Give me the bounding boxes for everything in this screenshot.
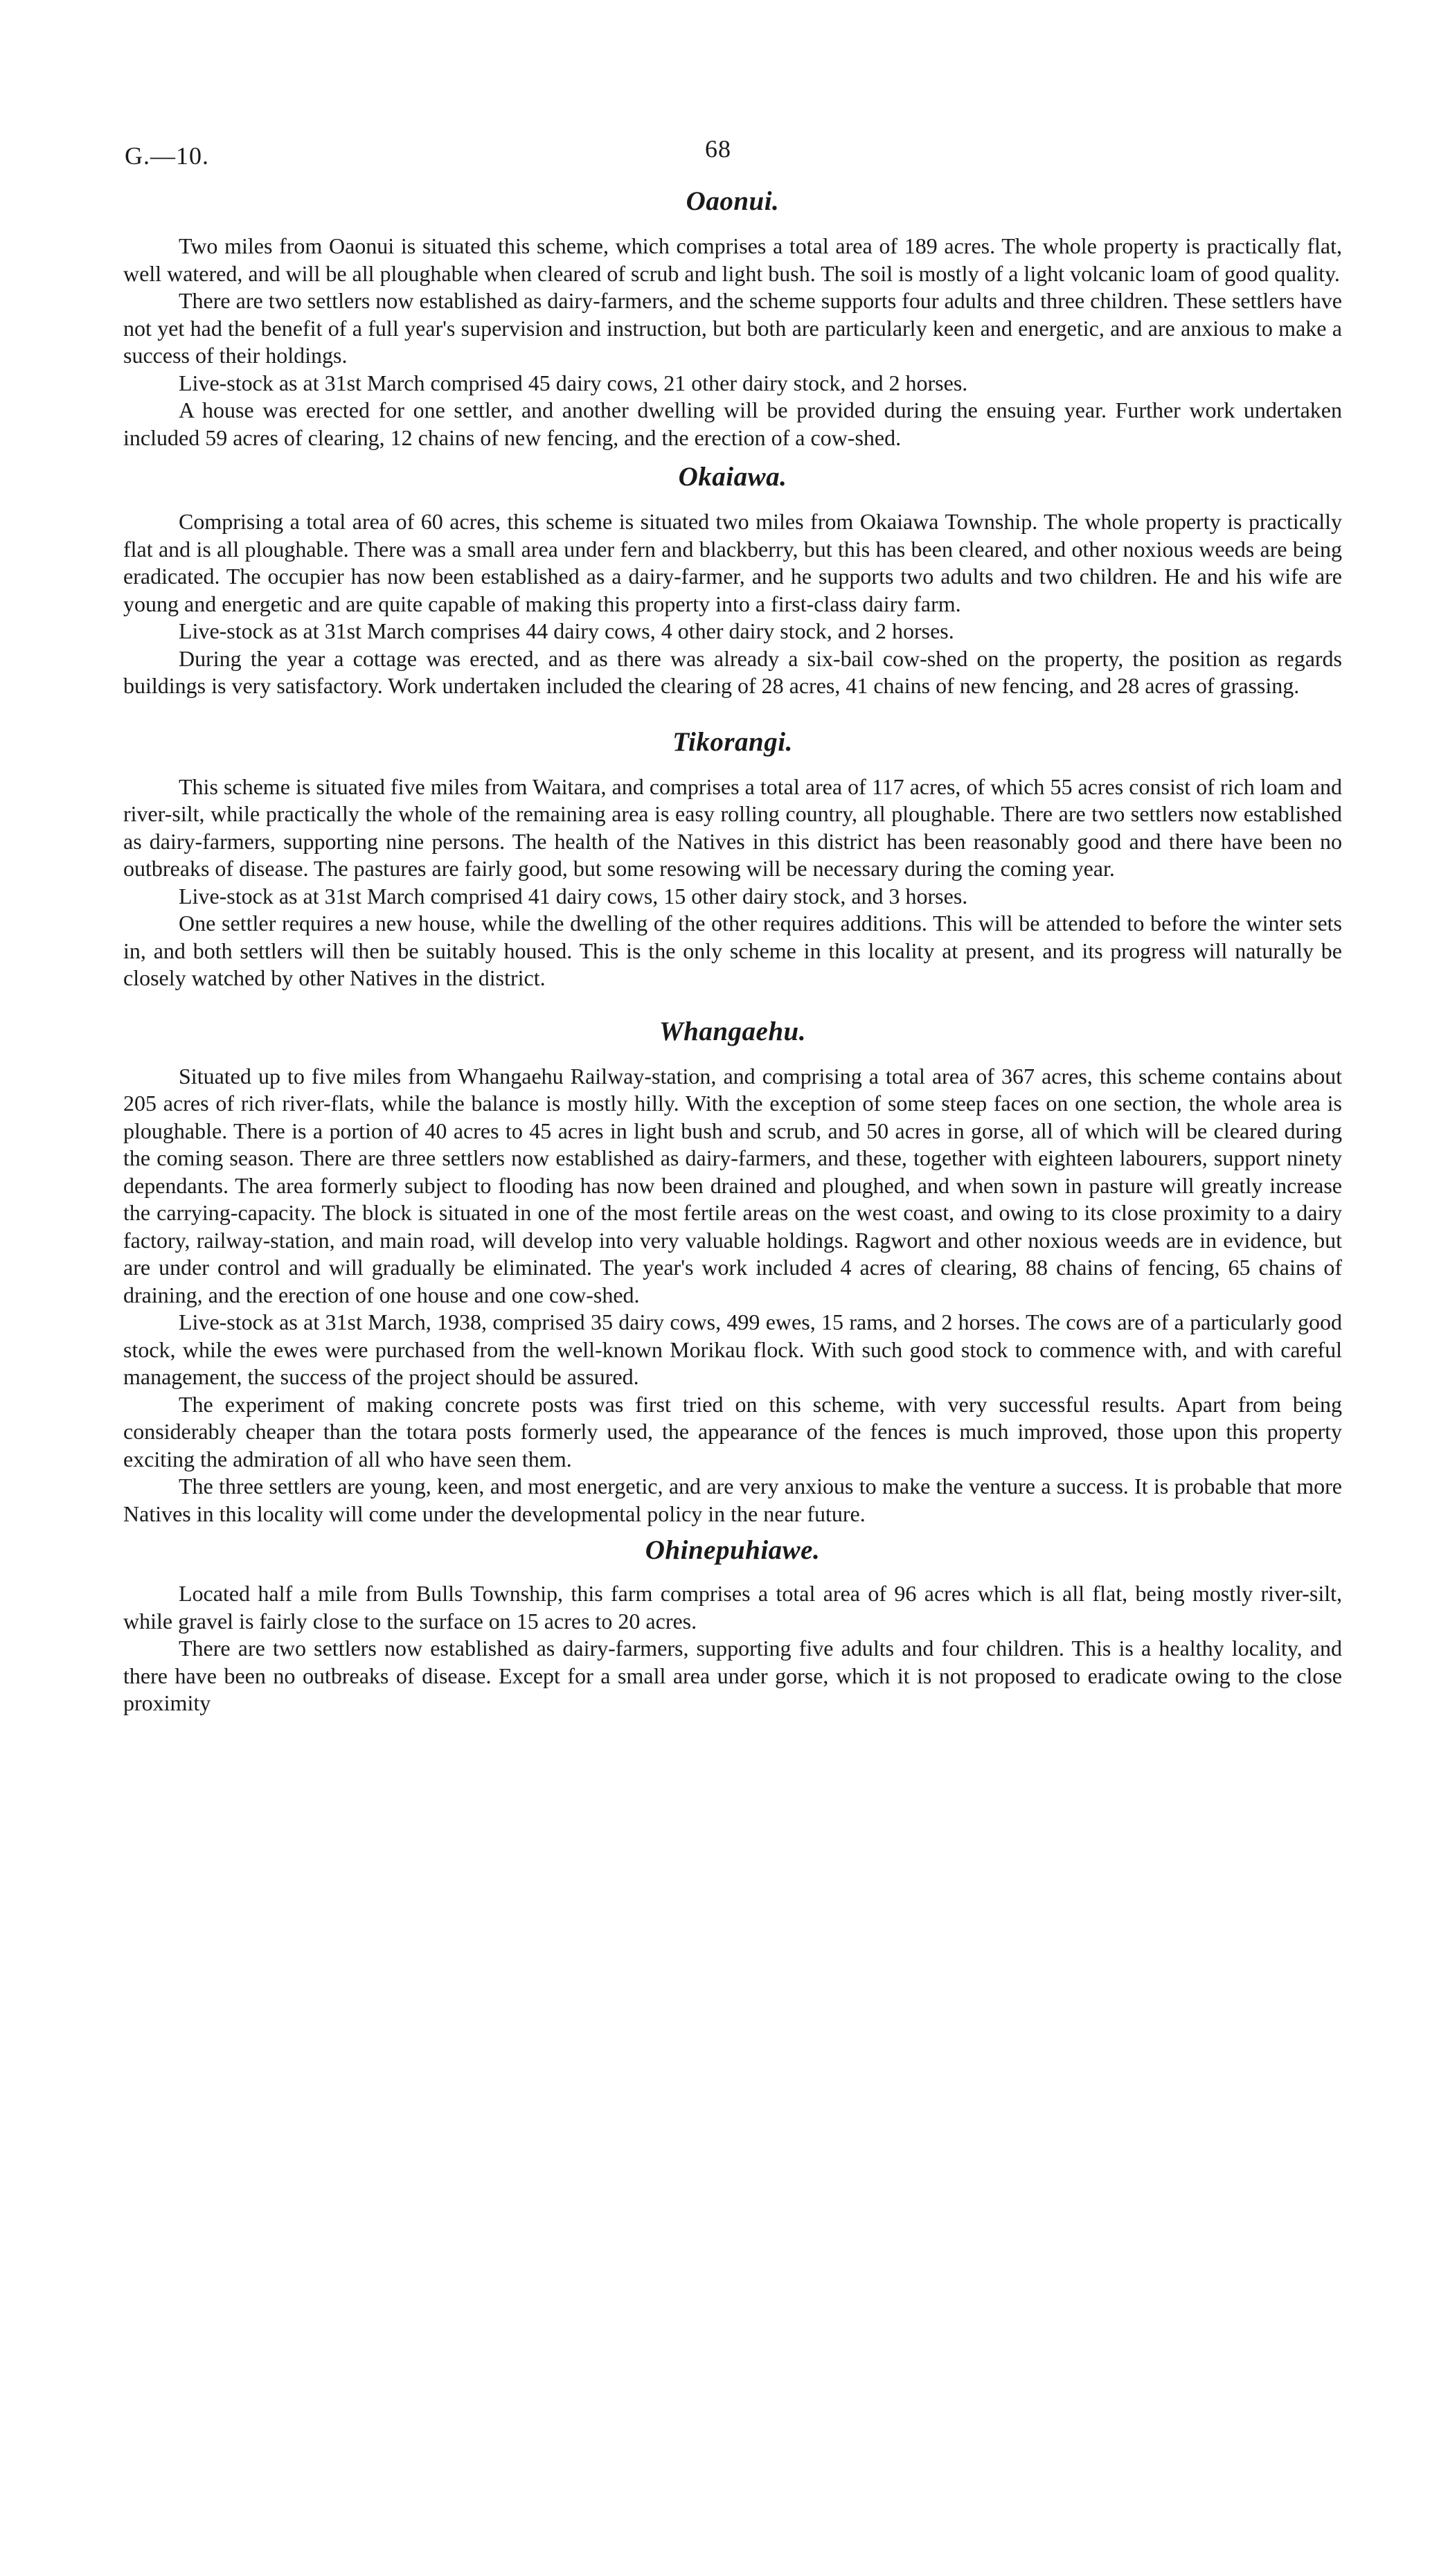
paragraph: Comprising a total area of 60 acres, this scheme is situated two miles from Okaiawa Township. The whole property is practically flat and is all ploughable. There was a small area under fern and blackberry, but this has been cleared, and other noxious weeds are being eradicated. The occupier has now been established as a dairy-farmer, and he supports two adults and two children. He and his wife are young and energetic and are quite capable of making this property into a first-class dairy farm. bbox=[123, 509, 1342, 616]
paragraph: There are two settlers now established as dairy-farmers, and the scheme supports four adults and three children. These settlers have not yet had the benefit of a full year's supervision and instruction, but both are particularly keen and energetic, and are anxious to make a success of their holdings. bbox=[123, 288, 1342, 368]
paragraph: Live-stock as at 31st March comprises 44 dairy cows, 4 other dairy stock, and 2 horses. bbox=[179, 618, 954, 643]
section-heading: Oaonui. bbox=[686, 186, 780, 216]
paragraph: This scheme is situated five miles from Waitara, and comprises a total area of 117 acres, of which 55 acres consist of rich loam and river-silt, while practically the whole of the remaining area is easy rolling country, all ploughable. There are two settlers now established as dairy-farmers, supporting nine persons. The health of the Natives in this district has been reasonably good and there have been no outbreaks of disease. The pastures are fairly good, but some resowing will be necessary during the coming year. bbox=[123, 773, 1342, 881]
section-ohinepuhiawe bbox=[123, 1535, 1342, 1717]
document-page bbox=[123, 132, 1342, 1717]
paragraph: Live-stock as at 31st March comprised 45 dairy cows, 21 other dairy stock, and 2 horses. bbox=[179, 370, 968, 395]
section-heading: Okaiawa. bbox=[678, 462, 787, 492]
section-tikorangi bbox=[123, 726, 1342, 992]
section-heading: Tikorangi. bbox=[672, 726, 793, 757]
paragraph: During the year a cottage was erected, and as there was already a six-bail cow-shed on the property, the position as regards buildings is very satisfactory. Work undertaken included the clearing of 28 acres, 41 chains of new fencing, and 28 acres of grassing. bbox=[123, 645, 1342, 698]
section-okaiawa bbox=[123, 461, 1342, 700]
paragraph: Live-stock as at 31st March, 1938, comprised 35 dairy cows, 499 ewes, 15 rams, and 2 horses. The cows are of a particularly good stock, while the ewes were purchased from the well-known Morikau flock. With such good stock to commence with, and with careful management, the success of the project should be assured. bbox=[123, 1309, 1342, 1389]
paragraph: Situated up to five miles from Whangaehu Railway-station, and comprising a total area of 367 acres, this scheme contains about 205 acres of rich river-flats, while the balance is mostly hilly. With the exception of some steep faces on one section, the whole area is ploughable. There is a portion of 40 acres to 45 acres in light bush and scrub, and 50 acres in gorse, all of which will be cleared during the coming season. There are three settlers now established as dairy-farmers, and these, together with eighteen labourers, support ninety dependants. The area formerly subject to flooding has now been drained and ploughed, and when sown in pasture will greatly increase the carrying-capacity. The block is situated in one of the most fertile areas on the west coast, and owing to its close proximity to a dairy factory, railway-station, and main road, will develop into very valuable holdings. Ragwort and other noxious weeds are in evidence, but are under control and will gradually be eliminated. The year's work included 4 acres of clearing, 88 chains of fencing, 65 chains of draining, and the erection of one house and one cow-shed. bbox=[123, 1063, 1342, 1307]
paragraph: A house was erected for one settler, and another dwelling will be provided during the ensuing year. Further work undertaken included 59 acres of clearing, 12 chains of new fencing, and the erection of a cow-shed. bbox=[123, 397, 1342, 450]
section-oaonui bbox=[123, 186, 1342, 451]
section-heading: Ohinepuhiawe. bbox=[645, 1535, 821, 1565]
page-header bbox=[123, 132, 1342, 173]
paragraph: The experiment of making concrete posts was first tried on this scheme, with very successful results. Apart from being considerably cheaper than the totara posts formerly used, the appearance of the fences is much improved, those upon this property exciting the admiration of all who have seen them. bbox=[123, 1391, 1342, 1472]
document-reference: G.—10. bbox=[125, 142, 209, 170]
page-number: 68 bbox=[705, 135, 731, 163]
paragraph: Two miles from Oaonui is situated this scheme, which comprises a total area of 189 acres. The whole property is practically flat, well watered, and will be all ploughable when cleared of scrub and light bush. The soil is mostly of a light volcanic loam of good quality. bbox=[123, 233, 1342, 286]
paragraph: Located half a mile from Bulls Township, this farm comprises a total area of 96 acres which is all flat, being mostly river-silt, while gravel is fairly close to the surface on 15 acres to 20 acres. bbox=[123, 1581, 1342, 1634]
section-whangaehu bbox=[123, 1016, 1342, 1528]
paragraph: One settler requires a new house, while the dwelling of the other requires additions. This will be attended to before the winter sets in, and both settlers will then be suitably housed. This is the only scheme in this locality at present, and its progress will naturally be closely watched by other Natives in the district. bbox=[123, 911, 1342, 990]
section-heading: Whangaehu. bbox=[659, 1016, 806, 1046]
paragraph: Live-stock as at 31st March comprised 41 dairy cows, 15 other dairy stock, and 3 horses. bbox=[179, 883, 968, 909]
paragraph: There are two settlers now established as dairy-farmers, supporting five adults and four children. This is a healthy locality, and there have been no outbreaks of disease. Except for a small area under gorse, which it is not proposed to eradicate owing to the close proximity bbox=[123, 1636, 1342, 1715]
paragraph: The three settlers are young, keen, and most energetic, and are very anxious to make the venture a success. It is probable that more Natives in this locality will come under the developmental policy in the near future. bbox=[123, 1474, 1342, 1526]
